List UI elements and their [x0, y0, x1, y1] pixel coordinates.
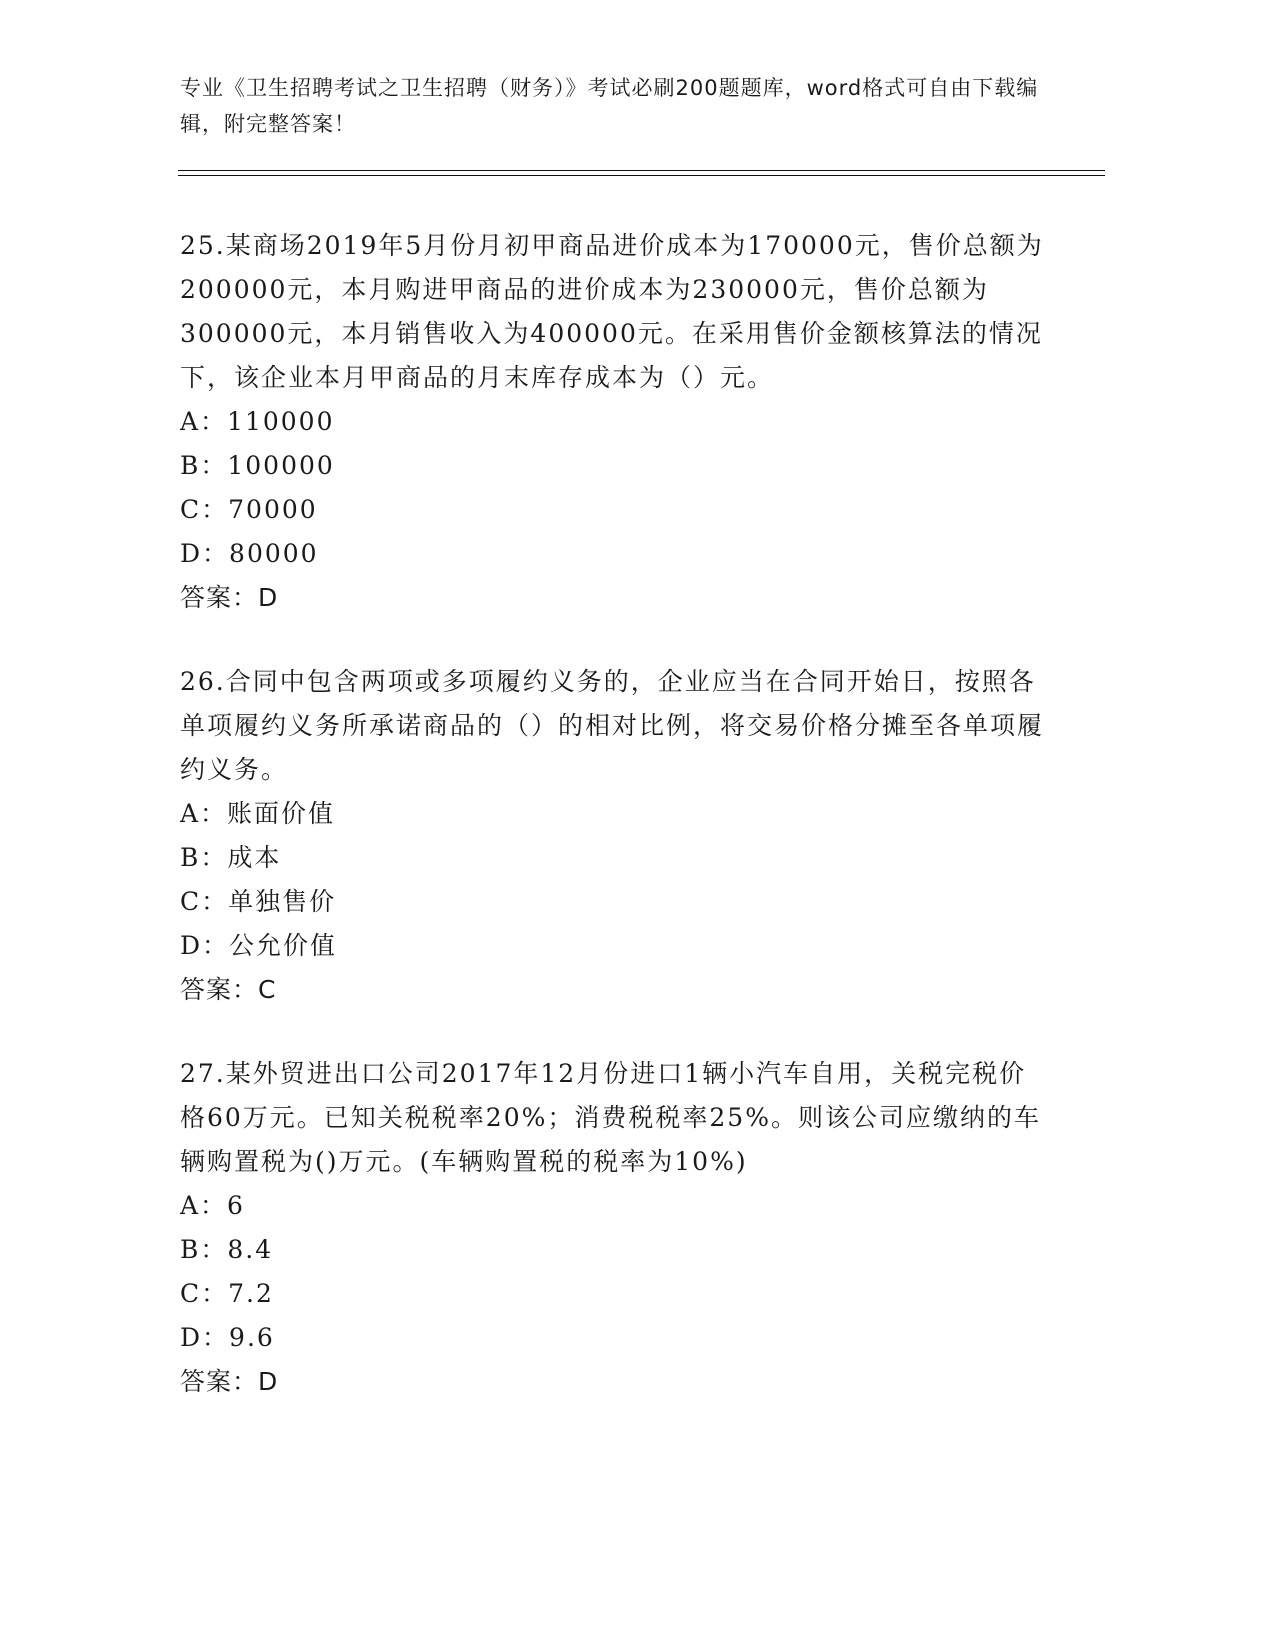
question-stem: 27.某外贸进出口公司2017年12月份进口1辆小汽车自用，关税完税价格60万元。已知关税税率20%；消费税税率25%。则该公司应缴纳的车辆购置税为()万元。(车辆购置税的税率为10%) [180, 1059, 1041, 1176]
answer: 答案：D [180, 1367, 279, 1396]
option-b: B：8.4 [180, 1235, 274, 1264]
header-text: 专业《卫生招聘考试之卫生招聘（财务）》考试必刷200题题库，word格式可自由下载编辑，附完整答案！ [180, 76, 1039, 136]
question-27 [180, 1052, 1050, 1404]
question-26 [180, 660, 1050, 1012]
option-a: A：110000 [180, 407, 335, 436]
question-stem: 25.某商场2019年5月份月初甲商品进价成本为170000元，售价总额为200000元，本月购进甲商品的进价成本为230000元，售价总额为300000元，本月销售收入为400000元。在采用售价金额核算法的情况下，该企业本月甲商品的月末库存成本为（）元。 [180, 231, 1044, 392]
option-b: B：100000 [180, 451, 335, 480]
header-rule-bottom [178, 175, 1105, 176]
question-stem: 26.合同中包含两项或多项履约义务的，企业应当在合同开始日，按照各单项履约义务所承诺商品的（）的相对比例，将交易价格分摊至各单项履约义务。 [180, 667, 1045, 784]
question-25 [180, 224, 1050, 620]
answer: 答案：C [180, 975, 277, 1004]
option-c: C：70000 [180, 495, 318, 524]
answer: 答案：D [180, 583, 279, 612]
option-d: D：9.6 [180, 1323, 275, 1352]
option-b: B：成本 [180, 843, 282, 872]
option-d: D：公允价值 [180, 931, 338, 960]
document-header [180, 70, 1040, 142]
option-c: C：单独售价 [180, 887, 337, 916]
option-c: C：7.2 [180, 1279, 274, 1308]
option-a: A：账面价值 [180, 799, 336, 828]
option-d: D：80000 [180, 539, 319, 568]
header-rule-top [178, 170, 1105, 171]
option-a: A：6 [180, 1191, 245, 1220]
